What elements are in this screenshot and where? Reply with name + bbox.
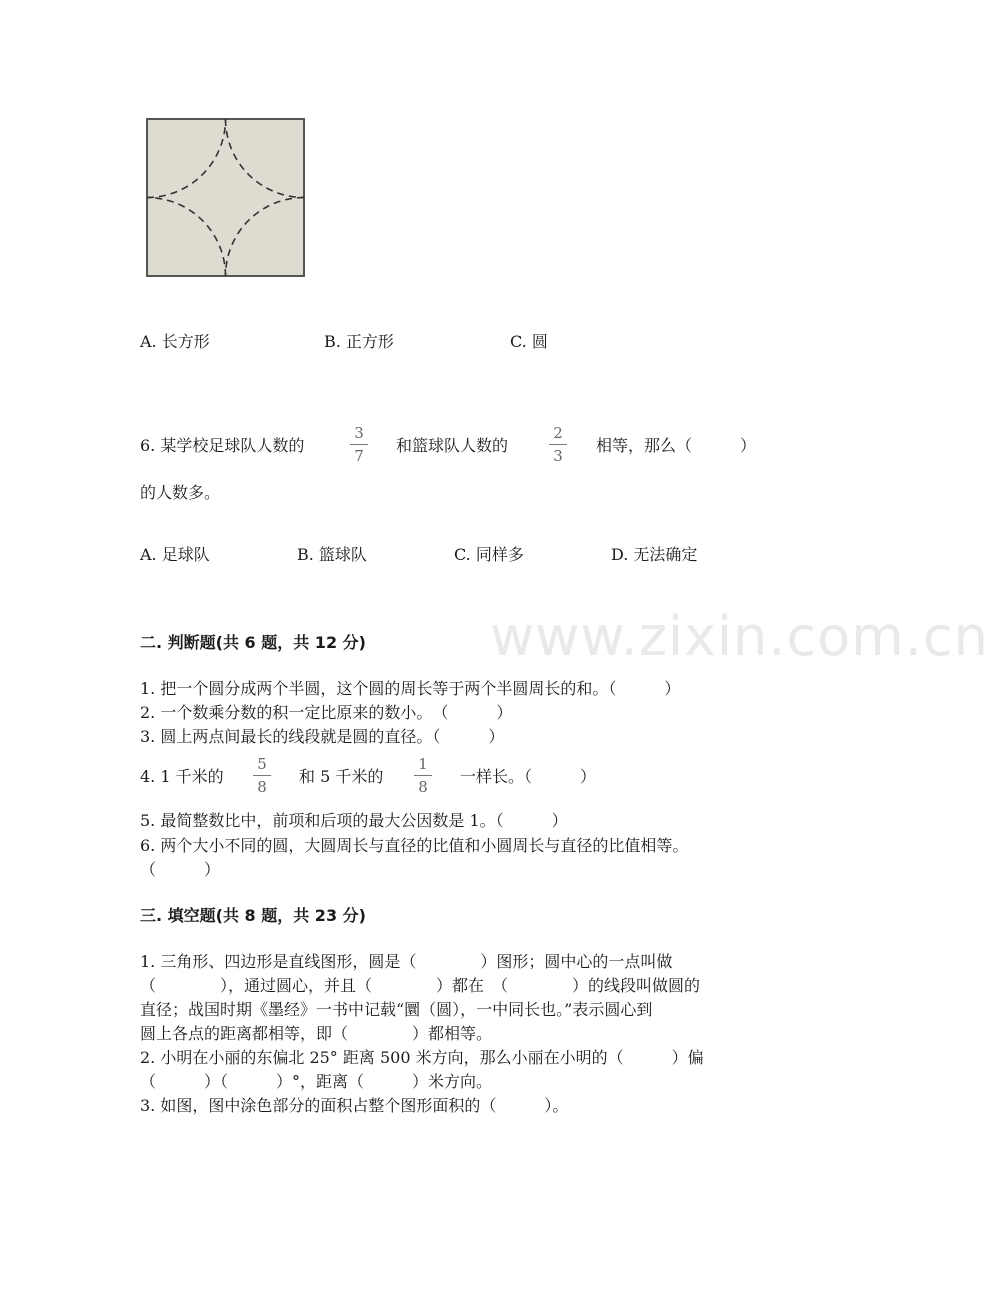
section3-title: 三. 填空题(共 8 题，共 23 分): [140, 906, 366, 925]
q6-fraction-1-denominator: 7: [354, 447, 364, 465]
section2-item-4-prefix: 4. 1 千米的: [140, 767, 224, 786]
q6-fraction-2-denominator: 3: [553, 447, 563, 465]
section2-item-4-fraction-1-numerator: 5: [257, 755, 267, 773]
section2-item-4-suffix: 一样长。（ ）: [460, 767, 597, 786]
section2-item-6-line2: （ ）: [140, 860, 221, 879]
section2-item-4-middle: 和 5 千米的: [299, 767, 384, 786]
q5-option-a: A. 长方形: [140, 332, 210, 351]
q6-option-c: C. 同样多: [454, 545, 524, 564]
section2-item-4-fraction-1-denominator: 8: [257, 778, 267, 796]
section3-line-3: 直径；战国时期《墨经》一书中记载“圜（圆），一中同长也。”表示圆心到: [140, 1000, 653, 1019]
q6-prefix: 6. 某学校足球队人数的: [140, 436, 305, 455]
q6-fraction-2-numerator: 2: [553, 424, 563, 442]
section2-item-4-fraction-2-denominator: 8: [418, 778, 428, 796]
section3-line-2: （ ），通过圆心，并且（ ）都在 （ ）的线段叫做圆的: [140, 976, 701, 995]
q5-option-c: C. 圆: [510, 332, 548, 351]
section2-item-4-fraction-2: [414, 755, 432, 796]
section2-item-4-fraction-2-numerator: 1: [418, 755, 428, 773]
section2-item-4-fraction-1: [253, 755, 271, 796]
section3-line-5: 2. 小明在小丽的东偏北 25° 距离 500 米方向，那么小丽在小明的（ ）偏: [140, 1048, 704, 1067]
section2-item-5: 5. 最简整数比中，前项和后项的最大公因数是 1。（ ）: [140, 811, 568, 830]
section2-item-3: 3. 圆上两点间最长的线段就是圆的直径。（ ）: [140, 727, 505, 746]
section2-item-1: 1. 把一个圆分成两个半圆，这个圆的周长等于两个半圆周长的和。（ ）: [140, 679, 681, 698]
square-with-dashed-arcs-figure: [140, 112, 312, 284]
section3-line-6: （ ）（ ）°，距离（ ）米方向。: [140, 1072, 493, 1091]
section2-item-6-line1: 6. 两个大小不同的圆，大圆周长与直径的比值和小圆周长与直径的比值相等。: [140, 836, 689, 855]
q6-middle: 和篮球队人数的: [396, 436, 509, 455]
watermark: www.zixin.com.cn: [490, 605, 989, 668]
q6-option-b: B. 篮球队: [297, 545, 367, 564]
q6-fraction-1-numerator: 3: [354, 424, 364, 442]
q6-suffix: 相等，那么（ ）: [596, 436, 757, 455]
section3-line-7: 3. 如图，图中涂色部分的面积占整个图形面积的（ ）。: [140, 1096, 569, 1115]
q6-line2: 的人数多。: [140, 483, 221, 502]
section3-line-4: 圆上各点的距离都相等，即（ ）都相等。: [140, 1024, 493, 1043]
q6-option-a: A. 足球队: [140, 545, 210, 564]
q6-fraction-2: [549, 424, 567, 465]
q5-option-b: B. 正方形: [324, 332, 394, 351]
square-shape: [147, 119, 304, 276]
q6-fraction-1: [350, 424, 368, 465]
section2-title: 二. 判断题(共 6 题，共 12 分): [140, 633, 366, 652]
section2-item-2: 2. 一个数乘分数的积一定比原来的数小。 （ ）: [140, 703, 513, 722]
section3-line-1: 1. 三角形、四边形是直线图形，圆是（ ）图形；圆中心的一点叫做: [140, 952, 673, 971]
q6-option-d: D. 无法确定: [611, 545, 698, 564]
